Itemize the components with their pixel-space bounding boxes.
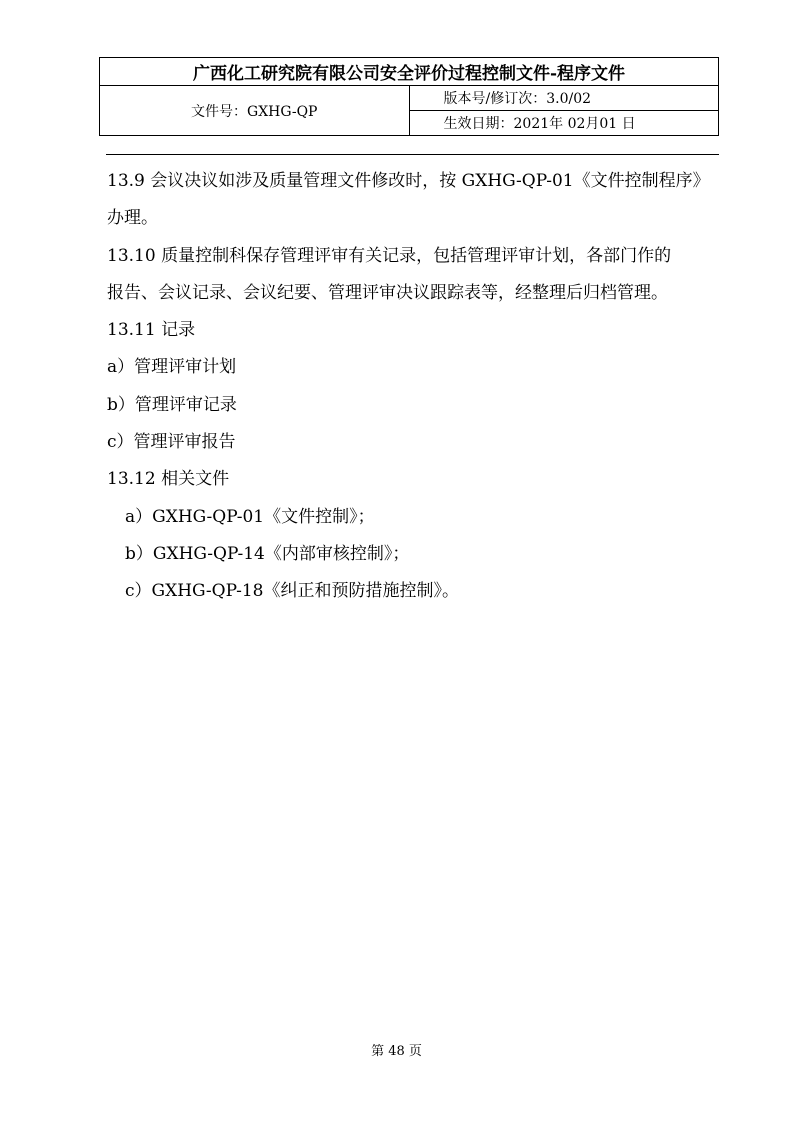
section-heading-13-12: 13.12 相关文件	[107, 469, 230, 490]
document-header	[99, 57, 719, 136]
header-divider	[106, 154, 719, 155]
paragraph-13-9-line-1: 13.9 会议决议如涉及质量管理文件修改时，按 GXHG-QP-01《文件控制程序》	[107, 171, 710, 191]
list-item: b）GXHG-QP-14《内部审核控制》；	[125, 543, 410, 564]
document-number: 文件号：GXHG-QP	[100, 86, 410, 136]
list-item: c）GXHG-QP-18《纠正和预防措施控制》。	[125, 581, 459, 602]
list-item: a）GXHG-QP-01《文件控制》；	[125, 506, 375, 527]
list-item: c）管理评审报告	[107, 432, 236, 453]
document-body	[107, 163, 719, 611]
document-title: 广西化工研究院有限公司安全评价过程控制文件-程序文件	[100, 58, 719, 86]
section-heading-13-11: 13.11 记录	[107, 320, 196, 341]
paragraph-13-10-line-1: 13.10 质量控制科保存管理评审有关记录，包括管理评审计划，各部门作的	[107, 245, 672, 266]
page-number: 第 48 页	[371, 1044, 422, 1059]
list-item: a）管理评审计划	[107, 357, 237, 378]
effective-date: 生效日期：2021年 02月01 日	[409, 111, 719, 136]
version-number: 版本号/修订次：3.0/02	[409, 86, 719, 111]
list-item: b）管理评审记录	[107, 394, 237, 415]
paragraph-13-9-line-2: 办理。	[107, 208, 158, 229]
paragraph-13-10-line-2: 报告、会议记录、会议纪要、管理评审决议跟踪表等，经整理后归档管理。	[107, 282, 668, 303]
